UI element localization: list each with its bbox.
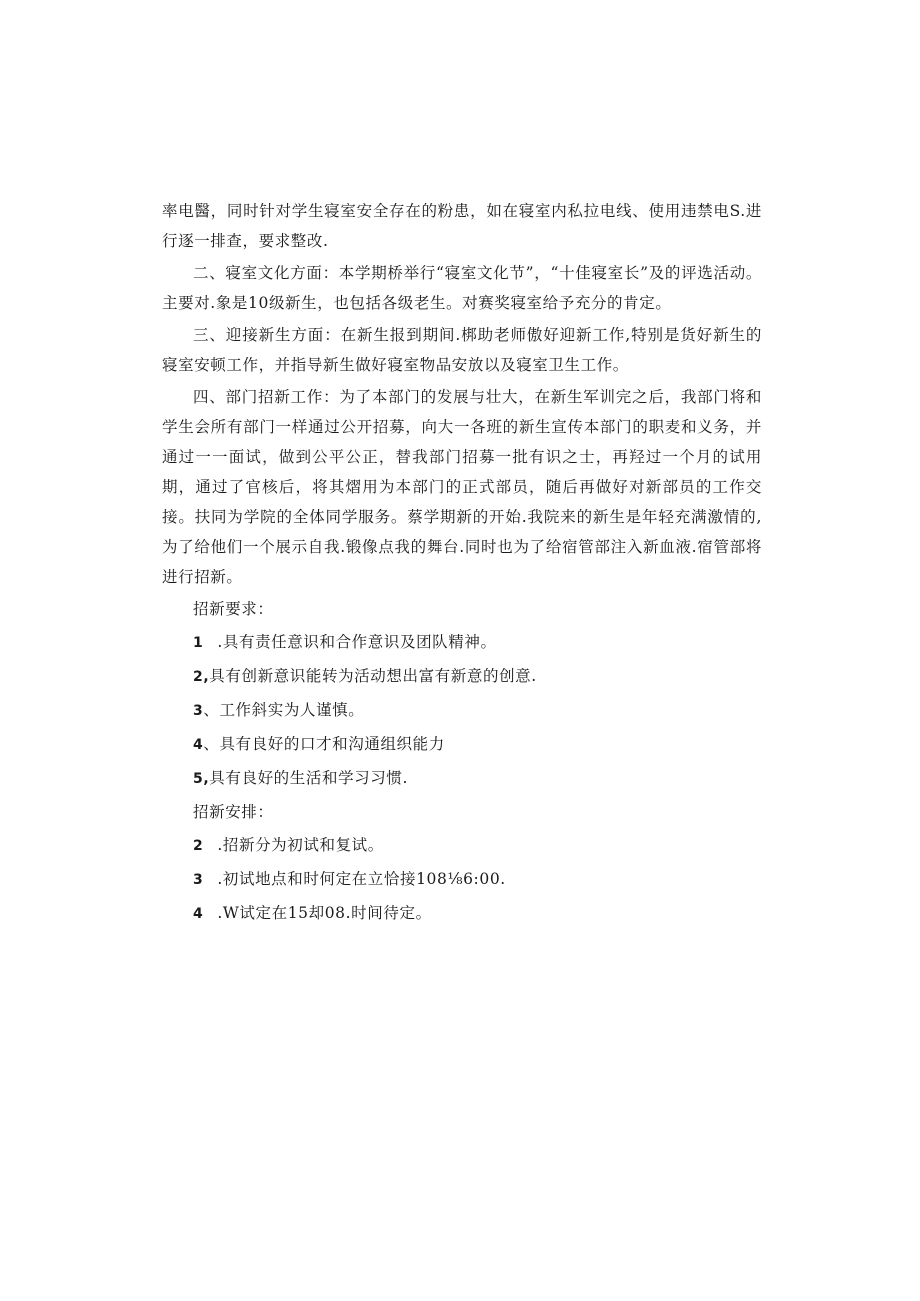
requirement-number: 4 — [193, 737, 204, 753]
arrangement-number: 2 — [193, 838, 204, 854]
requirement-text: .具有责任意识和合作意识及团队精神。 — [217, 633, 497, 651]
document-body — [162, 196, 762, 932]
arrangement-number: 4 — [193, 906, 204, 922]
requirements-heading: 招新要求： — [193, 600, 274, 618]
arrangement-heading: 招新安排： — [193, 803, 274, 821]
arrangement-text: .W试定在15却08.时间待定。 — [217, 904, 432, 922]
requirement-item-3 — [162, 695, 762, 726]
requirement-number: 1 — [193, 635, 204, 651]
requirement-number: 3 — [193, 703, 204, 719]
requirement-text: 具有良好的生活和学习习惯. — [209, 769, 408, 787]
paragraph-dorm-culture: 二、寝室文化方面：本学期桥举行“寝室文化节”，“十佳寝室长”及的评选活动。主要对.象是10级新生，也包括各级老生。对赛奖寝室给予充分的肯定。 — [162, 264, 762, 312]
paragraph-safety-check: 率电醫，同时针对学生寝室安全存在的粉患，如在寝室内私拉电线、使用违禁电S.进行逐一排查，要求整改. — [162, 202, 762, 250]
requirement-text: 、具有良好的口才和沟通组织能力 — [203, 735, 445, 753]
arrangement-text: .初试地点和时何定在立恰接108⅛6:00. — [217, 870, 506, 888]
requirement-number: 2, — [193, 669, 210, 685]
requirement-item-2 — [162, 661, 762, 692]
requirement-text: 、工作斜实为人谨慎。 — [203, 701, 365, 719]
arrangement-number: 3 — [193, 872, 204, 888]
requirement-text: 具有创新意识能转为活动想出富有新意的创意. — [209, 667, 537, 685]
requirement-item-4 — [162, 729, 762, 760]
paragraph-welcome-freshmen: 三、迎接新生方面：在新生报到期间.梆助老师傲好迎新工作,特别是货好新生的寝室安顿工作，并指导新生做好寝室物品安放以及寝室卫生工作。 — [162, 326, 762, 374]
arrangement-item-3 — [162, 864, 762, 895]
requirement-item-5 — [162, 763, 762, 794]
arrangement-item-2 — [162, 830, 762, 861]
requirement-item-1 — [162, 627, 762, 658]
arrangement-item-4 — [162, 898, 762, 929]
arrangement-text: .招新分为初试和复试。 — [217, 836, 384, 854]
paragraph-recruitment: 四、部门招新工作：为了本部门的发展与壮大，在新生军训完之后，我部门将和学生会所有部门一样通过公开招募，向大一各班的新生宣传本部门的职麦和义务，并通过一一面试，做到公平公正，替我部门招募一批有识之士，再羟过一个月的试用期，通过了官核后，将其熠用为本部门的正式部员，随后再做好对新部员的工作交接。扶同为学院的全体同学服务。蔡学期新的开始.我院来的新生是年轻充满激情的,为了给他们一个展示自我.锻像点我的舞台.同时也为了给宿管部注入新血液.宿管部将进行招新。 — [162, 388, 762, 586]
requirement-number: 5, — [193, 771, 210, 787]
